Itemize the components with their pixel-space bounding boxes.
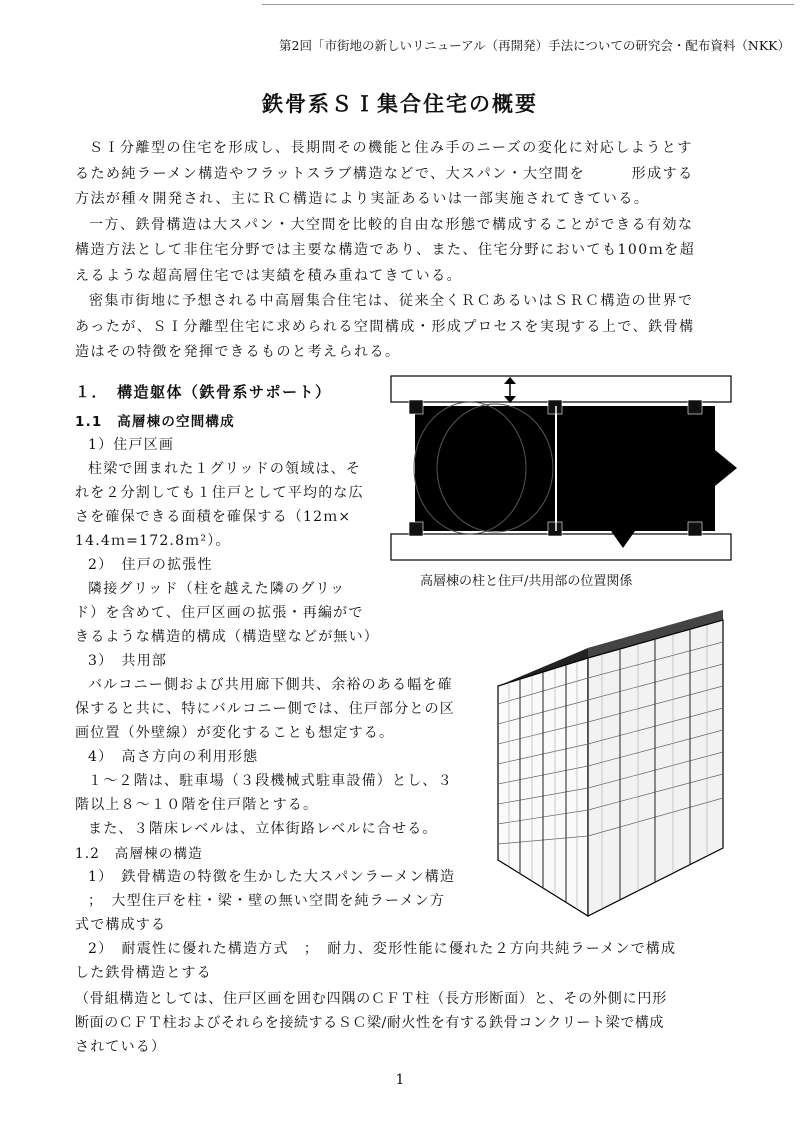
page-number: 1: [395, 1072, 405, 1088]
intro-line: えるような超高層住宅では実績を積み重ねてきている。: [75, 267, 463, 284]
item-heading-2: 2） 住戸の拡張性: [88, 557, 213, 573]
body-line: ； 大型住戸を柱・梁・壁の無い空間を純ラーメン方: [88, 893, 446, 909]
intro-line: あったが、ＳＩ分離型住宅に求められる空間構成・形成プロセスを実現する上で、鉄骨構: [75, 318, 695, 335]
item-heading-1-2: 1） 鉄骨構造の特徴を生かした大スパンラーメン構造: [88, 869, 456, 885]
body-line: 14.4ｍ=172.8ｍ²）。: [75, 533, 231, 549]
item-heading-4: 4） 高さ方向の利用形態: [88, 749, 259, 765]
figure-1-caption: 高層棟の柱と住戸/共用部の位置関係: [420, 574, 633, 589]
body-line: 断面のＣＦＴ柱およびそれらを接続するＳＣ梁/耐火性を有する鉄骨コンクリート梁で構成: [75, 1015, 665, 1031]
intro-line: 造はその特徴を発揮できるものと考えられる。: [75, 344, 401, 360]
high-rise-building-perspective: [480, 598, 745, 918]
intro-line: 構造方法として非住宅分野では主要な構造であり、また、住宅分野においても100ｍを超: [75, 242, 696, 258]
body-line: （骨組構造としては、住戸区画を囲む四隅のＣＦＴ柱（長方形断面）と、その外側に円形: [75, 991, 667, 1007]
body-line: 柱梁で囲まれた１グリッドの領域は、そ: [88, 461, 362, 477]
body-line: 式で構成する: [75, 917, 167, 933]
item-heading-2-2: 2） 耐震性に優れた構造方式 ； 耐力、変形性能に優れた２方向共純ラーメンで構成: [88, 941, 677, 957]
column-layout-plan-diagram: [385, 372, 745, 567]
intro-line: 一方、鉄骨構造は大スパン・大空間を比較的自由な形態で構成することができる有効な: [89, 216, 694, 233]
subsection-1-1-heading: 1.1 高層棟の空間構成: [75, 414, 235, 430]
body-line: さを確保できる面積を確保する（12ｍ×: [75, 509, 352, 525]
body-line: きるような構造的構成（構造壁などが無い）: [75, 629, 379, 645]
body-line: バルコニー側および共用廊下側共、余裕のある幅を確: [88, 677, 453, 693]
item-heading-1: 1）住戸区画: [88, 437, 175, 453]
section-1-heading: １． 構造躯体（鉄骨系サポート）: [75, 383, 332, 401]
body-line: 画位置（外壁線）が変化することも想定する。: [75, 725, 395, 741]
intro-line: 方法が種々開発され、主にＲＣ構造により実証あるいは一部実施されてきている。: [75, 191, 650, 207]
item-heading-3: 3） 共用部: [88, 653, 168, 669]
top-rule: [262, 4, 794, 5]
body-line: また、３階床レベルは、立体街路レベルに合せる。: [88, 821, 438, 837]
body-line: 階以上８～１０階を住戸階とする。: [75, 797, 319, 813]
document-header: 第2回「市街地の新しいリニューアル（再開発）手法についての研究会・配布資料（NKK）: [279, 38, 790, 53]
intro-line: ＳＩ分離型の住宅を形成し、長期間その機能と住み手のニーズの変化に対応しようとす: [89, 140, 693, 156]
subsection-1-2-heading: 1.2 高層棟の構造: [75, 846, 203, 862]
intro-line: 密集市街地に予想される中高層集合住宅は、従来全くＲＣあるいはＳＲＣ構造の世界で: [89, 293, 694, 309]
body-line: した鉄骨構造とする: [75, 965, 212, 981]
intro-line: るため純ラーメン構造やフラットスラブ構造などで、大スパン・大空間を 形成する: [75, 165, 694, 182]
body-line: 保すると共に、特にバルコニー側では、住戸部分との区: [75, 701, 455, 717]
body-line: １～２階は、駐車場（３段機械式駐車設備）とし、３: [88, 773, 453, 789]
page-title: 鉄骨系ＳＩ集合住宅の概要: [262, 92, 538, 116]
intro-paragraphs: [75, 136, 725, 366]
body-line: 隣接グリッド（柱を越えた隣のグリッ: [88, 581, 346, 597]
body-line: れを２分割しても１住戸として平均的な広: [75, 485, 364, 501]
body-line: ド）を含めて、住戸区画の拡張・再編がで: [75, 605, 364, 621]
body-line: されている）: [75, 1039, 167, 1055]
